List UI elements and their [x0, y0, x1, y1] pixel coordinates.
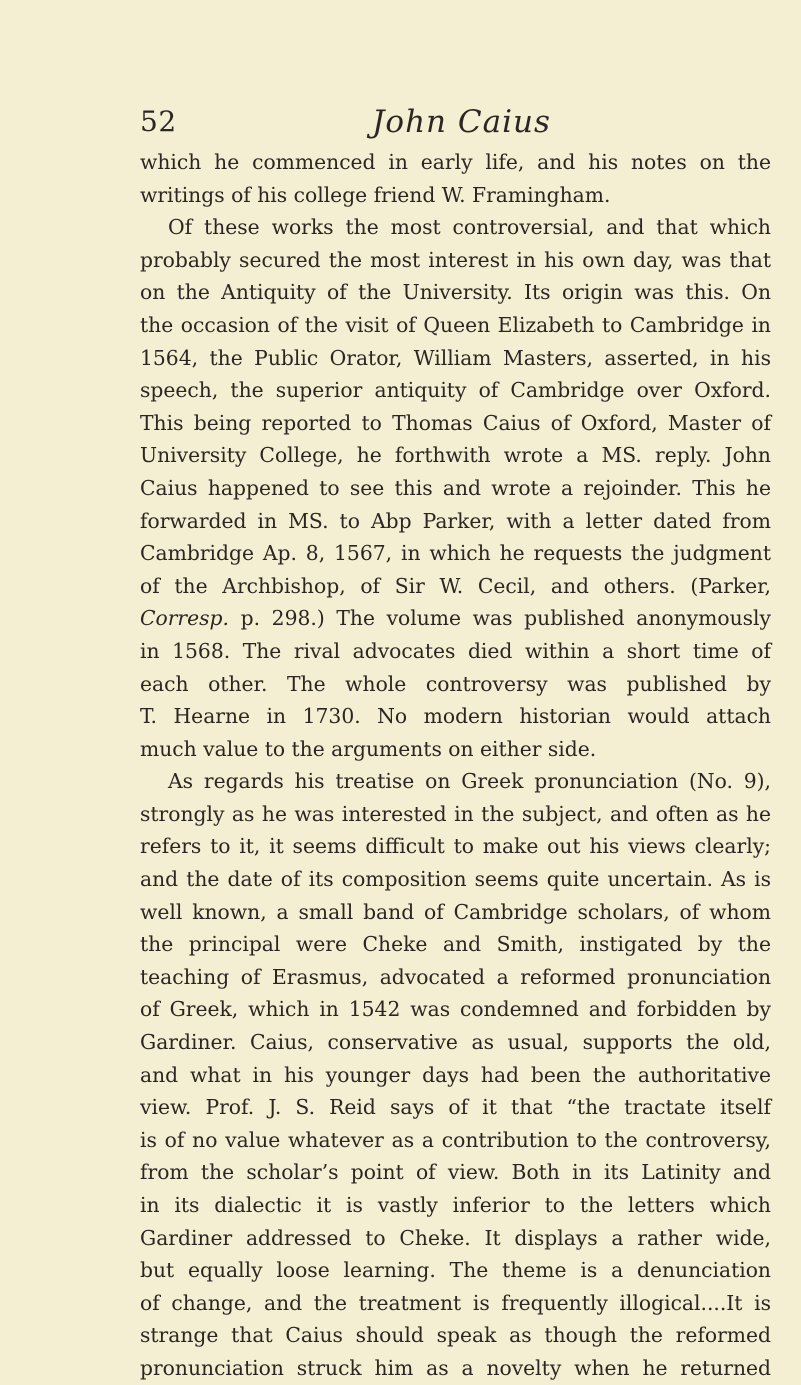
text-line: much value to the arguments on either side.	[140, 736, 597, 761]
text-line: of change, and the treatment is frequently illogical....It is	[140, 1290, 771, 1315]
body-text	[140, 146, 771, 1385]
text-line: Gardiner. Caius, conservative as usual, supports the old,	[140, 1030, 771, 1055]
text-line: This being reported to Thomas Caius of Oxford, Master of	[140, 410, 771, 435]
text-line: of the Archbishop, of Sir W. Cecil, and others. (Parker,	[140, 573, 771, 598]
text-line: but equally loose learning. The theme is a denunciation	[140, 1258, 771, 1283]
text-line: speech, the superior antiquity of Cambridge over Oxford.	[140, 378, 771, 403]
page-number: 52	[140, 105, 177, 138]
text-line: on the Antiquity of the University. Its origin was this. On	[140, 280, 771, 305]
text-line: and the date of its composition seems quite uncertain. As is	[140, 867, 771, 892]
text-line: teaching of Erasmus, advocated a reformed pronunciation	[140, 964, 771, 989]
text-line: probably secured the most interest in his own day, was that	[140, 247, 771, 272]
text-line: Caius happened to see this and wrote a rejoinder. This he	[140, 475, 771, 500]
text-line: the occasion of the visit of Queen Elizabeth to Cambridge in	[140, 312, 771, 337]
text-line: the principal were Cheke and Smith, instigated by the	[140, 932, 771, 957]
text-line: T. Hearne in 1730. No modern historian would attach	[140, 704, 771, 729]
text-line: is of no value whatever as a contribution to the controversy,	[140, 1127, 771, 1152]
text-line: refers to it, it seems difficult to make out his views clearly;	[140, 834, 771, 859]
text-line: strange that Caius should speak as though the reformed	[140, 1323, 771, 1348]
text-line: writings of his college friend W. Framingham.	[140, 182, 611, 207]
text-line: pronunciation struck him as a novelty when he returned	[140, 1355, 771, 1380]
text-line: Gardiner addressed to Cheke. It displays a rather wide,	[140, 1225, 771, 1250]
text-line: strongly as he was interested in the subject, and often as he	[140, 801, 771, 826]
text-line: As regards his treatise on Greek pronunciation (No. 9),	[168, 769, 771, 794]
text-line: each other. The whole controversy was published by	[140, 671, 771, 696]
running-head	[140, 102, 740, 142]
text-line: 1564, the Public Orator, William Masters, asserted, in his	[140, 345, 771, 370]
text-line: and what in his younger days had been the authoritative	[140, 1062, 771, 1087]
text-line: of Greek, which in 1542 was condemned and forbidden by	[140, 997, 771, 1022]
text-line: Of these works the most controversial, and that which	[168, 215, 771, 240]
text-line: which he commenced in early life, and his notes on the	[140, 150, 771, 174]
text-line: view. Prof. J. S. Reid says of it that “the tractate itself	[140, 1095, 771, 1120]
text-line: forwarded in MS. to Abp Parker, with a letter dated from	[140, 508, 771, 533]
running-title: John Caius	[372, 104, 551, 140]
text-line: in its dialectic it is vastly inferior to the letters which	[140, 1193, 771, 1217]
text-line: well known, a small band of Cambridge scholars, of whom	[140, 899, 771, 924]
text-line: Cambridge Ap. 8, 1567, in which he requests the judgment	[140, 541, 771, 566]
text-line: from the scholar’s point of view. Both in its Latinity and	[140, 1160, 771, 1185]
text-line: University College, he forthwith wrote a MS. reply. John	[140, 443, 771, 468]
text-line: Corresp. p. 298.) The volume was published anonymously	[140, 606, 771, 631]
text-line: in 1568. The rival advocates died within a short time of	[140, 638, 771, 663]
